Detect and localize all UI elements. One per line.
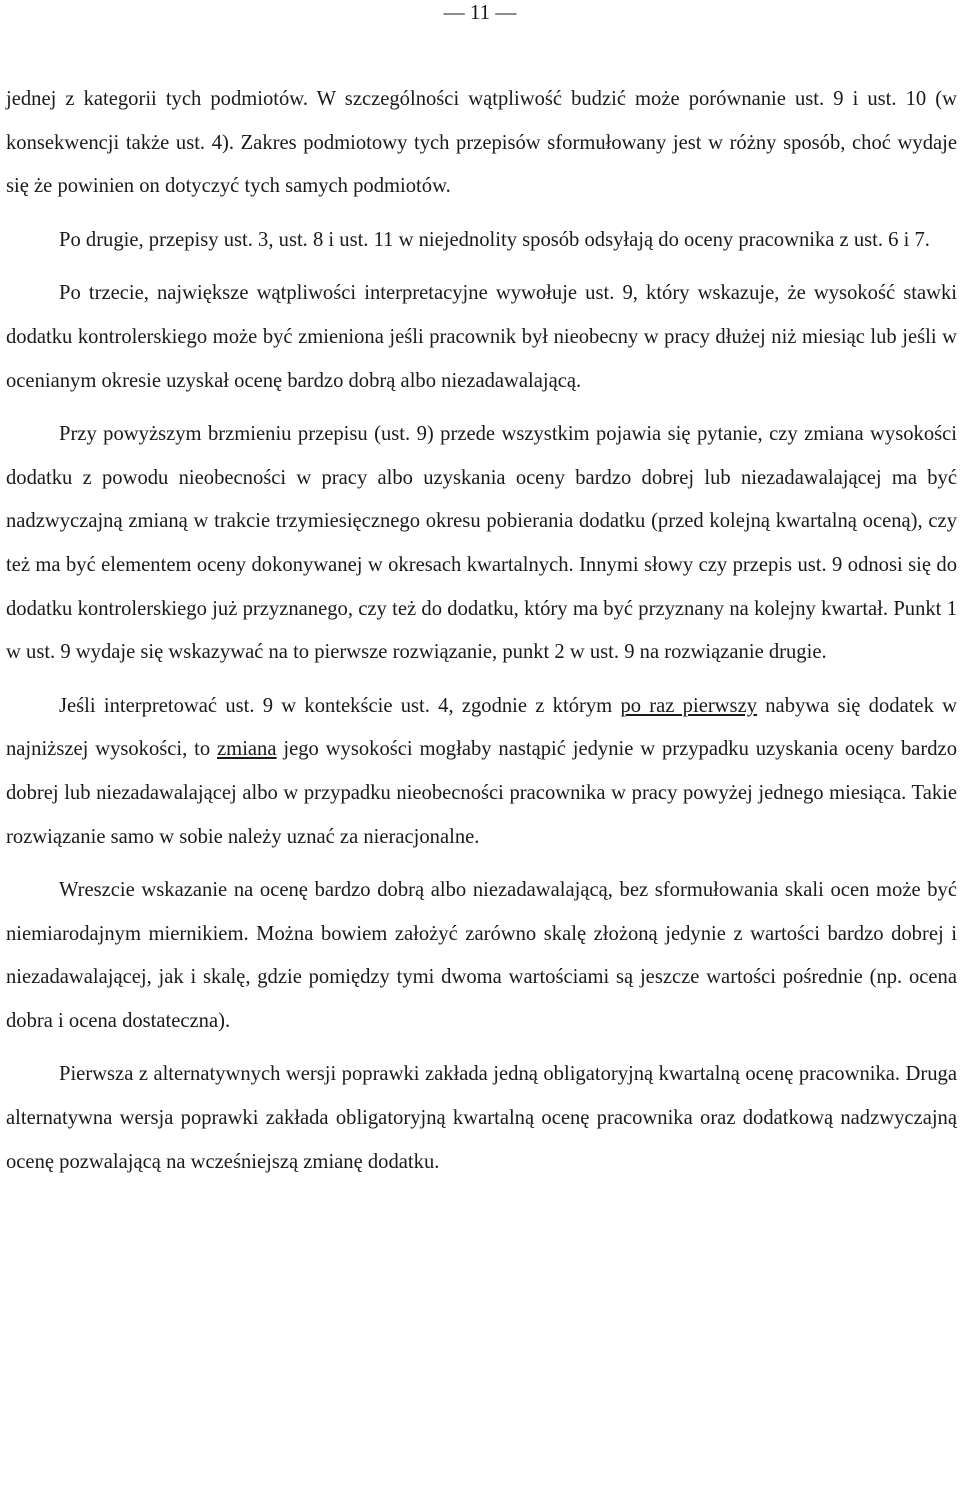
paragraph-4: Przy powyższym brzmieniu przepisu (ust. 9) przede wszystkim pojawia się pytanie, czy zmiana wysokości dodatku z powodu nieobecności w pracy albo uzyskania oceny bardzo dobrej lub niezadawalającej ma być nadzwyczajną zmianą w trakcie trzymiesięcznego okresu pobierania dodatku (przed kolejną kwartalną oceną), czy też ma być elementem oceny dokonywanej w okresach kwartalnych. Innymi słowy czy przepis ust. 9 odnosi się do dodatku kontrolerskiego już przyznanego, czy też do dodatku, który ma być przyznany na kolejny kwartał. Punkt 1 w ust. 9 wydaje się wskazywać na to pierwsze rozwiązanie, punkt 2 w ust. 9 na rozwiązanie drugie. — [6, 423, 957, 664]
underlined-phrase-first-time: po raz pierwszy — [620, 694, 758, 717]
paragraph-5-part-1: Jeśli interpretować ust. 9 w kontekście ust. 4, zgodnie z którym — [59, 694, 621, 717]
paragraph-5-part-2: nabywa się dodatek w najniższej wysokości, to — [6, 694, 957, 761]
paragraph-5-part-3: jego wysokości mogłaby nastąpić jedynie w przypadku uzyskania oceny bardzo dobrej lub niezadawalającej albo w przypadku nieobecności pracownika w pracy powyżej jednego miesiąca. Takie rozwiązanie samo w sobie należy uznać za nieracjonalne. — [6, 738, 957, 848]
paragraph-5 — [6, 685, 957, 859]
page-number: — 11 — — [443, 0, 517, 24]
underlined-word-change: zmiana — [217, 738, 277, 761]
paragraph-7: Pierwsza z alternatywnych wersji poprawki zakłada jedną obligatoryjną kwartalną ocenę pracownika. Druga alternatywna wersja poprawki zakłada obligatoryjną kwartalną ocenę pracownika oraz dodatkową nadzwyczajną ocenę pozwalającą na wcześniejszą zmianę dodatku. — [6, 1063, 957, 1173]
paragraph-2: Po drugie, przepisy ust. 3, ust. 8 i ust. 11 w niejednolity sposób odsyłają do oceny pracownika z ust. 6 i 7. — [59, 228, 930, 251]
paragraph-3: Po trzecie, największe wątpliwości interpretacyjne wywołuje ust. 9, który wskazuje, że wysokość stawki dodatku kontrolerskiego może być zmieniona jeśli pracownik był nieobecny w pracy dłużej niż miesiąc lub jeśli w ocenianym okresie uzyskał ocenę bardzo dobrą albo niezadawalającą. — [6, 282, 957, 392]
paragraph-6: Wreszcie wskazanie na ocenę bardzo dobrą albo niezadawalającą, bez sformułowania skali ocen może być niemiarodajnym miernikiem. Można bowiem założyć zarówno skalę złożoną jedynie z wartości bardzo dobrej i niezadawalającej, jak i skalę, gdzie pomiędzy tymi dwoma wartościami są jeszcze wartości pośrednie (np. ocena dobra i ocena dostateczna). — [6, 879, 957, 1032]
paragraph-1: jednej z kategorii tych podmiotów. W szczególności wątpliwość budzić może porównanie ust. 9 i ust. 10 (w konsekwencji także ust. 4). Zakres podmiotowy tych przepisów sformułowany jest w różny sposób, choć wydaje się że powinien on dotyczyć tych samych podmiotów. — [6, 88, 957, 198]
document-body — [6, 78, 957, 1184]
